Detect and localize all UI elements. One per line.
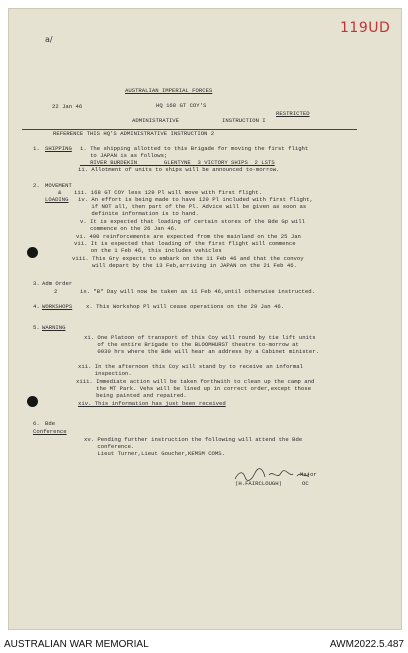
- section-number: 3.: [33, 280, 40, 287]
- paragraph-line: xiii. Immediate action will be taken forthwith to clean up the camp and: [76, 378, 315, 385]
- paragraph-line: Lieut Turner,Lieut Goucher,KEMSM COMS.: [84, 450, 225, 457]
- unit-title: HQ 168 GT COY'S: [156, 102, 207, 109]
- doc-date: 22 Jan 46: [52, 103, 83, 110]
- paragraph-line: iv. An effort is being made to have 129 Pl included with first flight,: [78, 196, 313, 203]
- org-title: AUSTRALIAN IMPERIAL FORCES: [125, 87, 213, 94]
- paragraph-line: to JAPAN is as follows;: [80, 152, 168, 159]
- section-heading: Adm Order: [42, 280, 73, 287]
- paragraph-line: xiv. This information has just been received: [78, 400, 226, 407]
- paragraph-line: viii. This Gry expects to embark on the 11 Feb 46 and that the convoy: [72, 255, 304, 262]
- section-heading: WORKSHOPS: [42, 303, 73, 310]
- paragraph-line: i. The shipping allotted to this Brigade for moving the first flight: [80, 145, 309, 152]
- ref-number-annotation: 119UD: [340, 20, 391, 36]
- paragraph-line: xii. In the afternoon this Coy will stand by to receive an informal: [78, 363, 303, 370]
- paragraph-line: will depart by the 13 Feb,arriving in JAPAN on the 21 Feb 46.: [72, 262, 297, 269]
- paragraph-line: x. This Workshop Pl will cease operations on the 29 Jan 46.: [86, 303, 285, 310]
- doc-type: ADMINISTRATIVE: [132, 117, 179, 124]
- paragraph-line: definite information is to hand.: [78, 210, 199, 217]
- paragraph-line: xi. One Platoon of transport of this Coy will round by tie lift units: [84, 334, 316, 341]
- paragraph-line: iii. 168 GT COY less 129 Pl will move with first flight.: [74, 189, 262, 196]
- paragraph-line: conference.: [84, 443, 135, 450]
- signatory-rank: Major: [300, 471, 317, 478]
- section-number: 1.: [33, 145, 40, 152]
- signatory-name: (H.FAIRCLOUGH): [235, 480, 282, 487]
- paragraph-line: RIVER BURDEKIN GLENTYNE 3 VICTORY SHIPS 2 LSTS: [80, 159, 275, 166]
- paragraph-line: v. It is expected that loading of certain stores of the Bde Gp will: [80, 218, 305, 225]
- section-number: 5.: [33, 324, 40, 331]
- section-heading: WARNING: [42, 324, 66, 331]
- instruction-title: INSTRUCTION I: [222, 117, 266, 124]
- section-heading: Conference: [33, 428, 67, 435]
- paragraph-line: commence on the 26 Jan 46.: [80, 225, 178, 232]
- header-rule: [22, 129, 357, 130]
- section-heading: Bde: [45, 420, 56, 427]
- section-number: 4.: [33, 303, 40, 310]
- section-heading: MOVEMENT: [45, 182, 72, 189]
- handwritten-mark: a/: [45, 35, 53, 44]
- paragraph-line: if NOT all, then part of the Pl. Advice will be given as soon as: [78, 203, 307, 210]
- footer-accession-number: AWM2022.5.487: [329, 639, 404, 650]
- section-heading: LOADING: [45, 196, 69, 203]
- paragraph-line: vii. It is expected that loading of the first flight will commence: [74, 240, 296, 247]
- paragraph-line: 0930 hrs where the Bde will hear an address by a Cabinet minister.: [84, 348, 319, 355]
- paragraph-line: xv. Pending further instruction the following will attend the Bde: [84, 436, 303, 443]
- paragraph-line: inspection.: [78, 370, 132, 377]
- footer-institution: AUSTRALIAN WAR MEMORIAL: [4, 639, 149, 650]
- section-number: 6.: [33, 420, 40, 427]
- paragraph-line: of the entire Brigade to the BLOOMHURST theatre to-morrow at: [84, 341, 299, 348]
- section-heading: &: [58, 189, 62, 196]
- paragraph-line: ix. "B" Day will now be taken as 11 Feb 46,until otherwise instructed.: [80, 288, 315, 295]
- punch-hole: [27, 247, 38, 258]
- section-heading: SHIPPING: [45, 145, 72, 152]
- section-number: 2.: [33, 182, 40, 189]
- reference-line: REFERENCE THIS HQ'S ADMINISTRATIVE INSTRUCTION 2: [53, 130, 215, 137]
- signatory-role: OC: [302, 480, 309, 487]
- paragraph-line: vi. 400 reinforcements are expected from the mainland on the 25 Jan: [76, 233, 301, 240]
- classification: RESTRICTED: [276, 110, 310, 117]
- paragraph-line: being painted and repaired.: [76, 392, 187, 399]
- paragraph-line: ii. Allotment of units to ships will be announced to-morrow.: [78, 166, 280, 173]
- paragraph-line: the MT Park. Vehs will be lined up in correct order,except those: [76, 385, 311, 392]
- paragraph-line: on the 1 Feb 46, this includes vehicles: [74, 247, 222, 254]
- punch-hole: [27, 396, 38, 407]
- section-heading: 2: [54, 288, 58, 295]
- archive-footer: [0, 637, 408, 653]
